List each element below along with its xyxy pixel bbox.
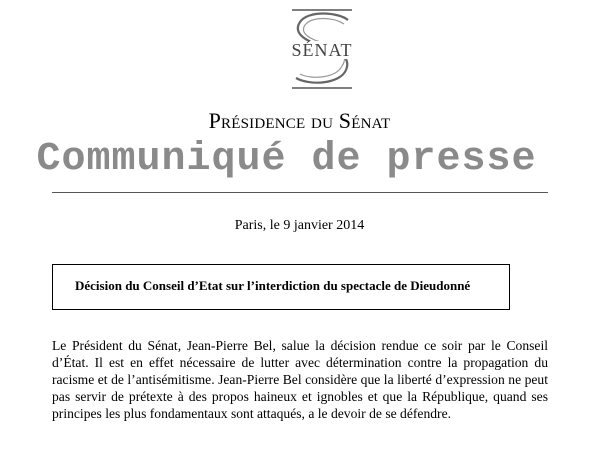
dateline: Paris, le 9 janvier 2014 bbox=[234, 218, 365, 233]
logo-text: SÉNAT bbox=[291, 40, 353, 60]
senat-logo bbox=[278, 8, 366, 90]
release-title: Décision du Conseil d’Etat sur l’interdiction du spectacle de Dieudonné bbox=[75, 278, 471, 293]
release-body: Le Président du Sénat, Jean-Pierre Bel, salue la décision rendue ce soir par le Conseil d’État. Il est en effet nécessaire de lutter avec détermination contre la propagation du racisme et de l’antisémitisme. Jean-Pierre Bel considère que la liberté d’expression ne peut pas servir de prétexte à des propos haineux et ignobles et que la République, quand ses principes les plus fondamentaux sont attaqués, a le devoir de se défendre. bbox=[52, 338, 548, 421]
header-divider bbox=[52, 192, 548, 193]
presidence-heading: Présidence du Sénat bbox=[208, 108, 391, 133]
title-box bbox=[52, 264, 510, 310]
communique-heading: Communiqué de presse bbox=[36, 137, 537, 182]
senat-seal-icon bbox=[278, 8, 366, 90]
